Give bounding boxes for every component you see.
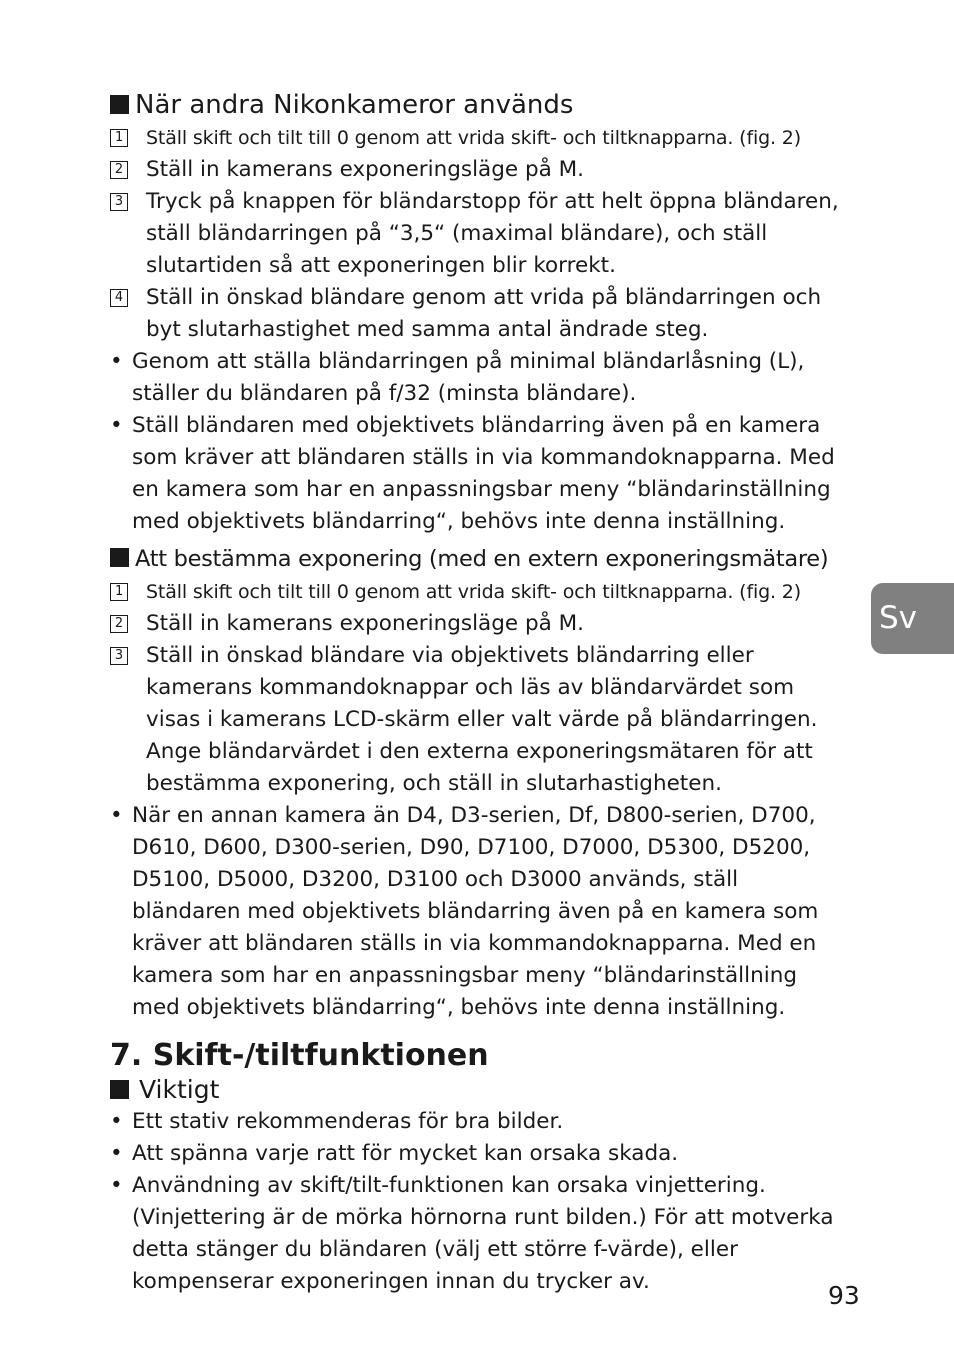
bullet-item bbox=[110, 800, 850, 1024]
step-number: 3 bbox=[110, 193, 128, 211]
step-item bbox=[110, 608, 850, 640]
bullet-text: Ställ bländaren med objektivets bländarring även på en kamera som kräver att bländaren ställs in via kommandoknapparna. Med en kamera som har en anpassningsbar meny “bländarinställning med objektivets bländarring“, behövs inte denna inställning. bbox=[132, 413, 835, 534]
chapter-title: 7. Skift-/tiltfunktionen bbox=[110, 1038, 489, 1073]
step-number: 1 bbox=[110, 583, 128, 601]
bullet-text: Användning av skift/tilt-funktionen kan orsaka vinjettering. (Vinjettering är de mörka hörnorna runt bilden.) För att motverka detta stänger du bländaren (välj ett större f-värde), eller kompenserar exponeringen innan du trycker av. bbox=[132, 1173, 834, 1294]
step-text: Ställ in önskad bländare via objektivets bländarring eller kamerans kommandoknappar och läs av bländarvärdet som visas i kamerans LCD-skärm eller valt värde på bländarringen. Ange bländarvärdet i den externa exponeringsmätaren för att bestämma exponering, och ställ in slutarhastigheten. bbox=[146, 643, 818, 796]
step-text: Tryck på knappen för bländarstopp för att helt öppna bländaren, ställ bländarringen på “3,5“ (maximal bländare), och ställ slutartiden så att exponeringen blir korrekt. bbox=[146, 189, 839, 278]
manual-page-content bbox=[110, 84, 850, 1298]
step-number: 4 bbox=[110, 289, 128, 307]
bullet-text: Genom att ställa bländarringen på minimal bländarlåsning (L), ställer du bländaren på f/32 (minsta bländare). bbox=[132, 349, 805, 406]
step-number: 2 bbox=[110, 615, 128, 633]
step-text: Ställ skift och tilt till 0 genom att vrida skift- och tiltknapparna. (fig. 2) bbox=[146, 581, 802, 603]
bullet-dot: • bbox=[110, 413, 123, 438]
section-heading-other-cameras: När andra Nikonkameror används bbox=[110, 88, 850, 122]
square-marker-icon bbox=[110, 95, 129, 114]
page-number: 93 bbox=[828, 1281, 860, 1310]
square-marker-icon bbox=[110, 548, 129, 567]
bullet-text: Ett stativ rekommenderas för bra bilder. bbox=[132, 1109, 564, 1134]
step-text: Ställ in kamerans exponeringsläge på M. bbox=[146, 157, 584, 182]
step-number: 2 bbox=[110, 161, 128, 179]
bullet-item bbox=[110, 1138, 850, 1170]
bullet-dot: • bbox=[110, 1141, 123, 1166]
step-item bbox=[110, 186, 850, 282]
step-item bbox=[110, 122, 850, 154]
language-tab: Sv bbox=[871, 583, 954, 654]
bullet-dot: • bbox=[110, 803, 123, 828]
step-text: Ställ skift och tilt till 0 genom att vrida skift- och tiltknapparna. (fig. 2) bbox=[146, 127, 802, 149]
square-marker-icon bbox=[110, 1080, 129, 1099]
step-item bbox=[110, 576, 850, 608]
bullet-text: Att spänna varje ratt för mycket kan orsaka skada. bbox=[132, 1141, 679, 1166]
bullet-text: När en annan kamera än D4, D3-serien, Df, D800-serien, D700, D610, D600, D300-serien, D90, D7100, D7000, D5300, D5200, D5100, D5000, D3200, D3100 och D3000 används, ställ bländaren med objektivets bländarring även på en kamera som kräver att bländaren ställs in via kommandoknapparna. Med en kamera som har en anpassningsbar meny “bländarinställning med objektivets bländarring“, behövs inte denna inställning. bbox=[132, 803, 819, 1020]
bullet-item bbox=[110, 1106, 850, 1138]
section-heading-external-meter: Att bestämma exponering (med en extern exponeringsmätare) bbox=[110, 542, 850, 576]
bullet-dot: • bbox=[110, 349, 123, 374]
step-number: 3 bbox=[110, 647, 128, 665]
step-text: Ställ in kamerans exponeringsläge på M. bbox=[146, 611, 584, 636]
step-item bbox=[110, 640, 850, 800]
bullet-item bbox=[110, 1170, 850, 1298]
step-text: Ställ in önskad bländare genom att vrida på bländarringen och byt slutarhastighet med samma antal ändrade steg. bbox=[146, 285, 822, 342]
sub-heading-important: Viktigt bbox=[110, 1074, 850, 1106]
step-number: 1 bbox=[110, 129, 128, 147]
bullet-dot: • bbox=[110, 1173, 123, 1198]
bullet-dot: • bbox=[110, 1109, 123, 1134]
bullet-item bbox=[110, 410, 850, 538]
step-item bbox=[110, 282, 850, 346]
bullet-item bbox=[110, 346, 850, 410]
step-item bbox=[110, 154, 850, 186]
